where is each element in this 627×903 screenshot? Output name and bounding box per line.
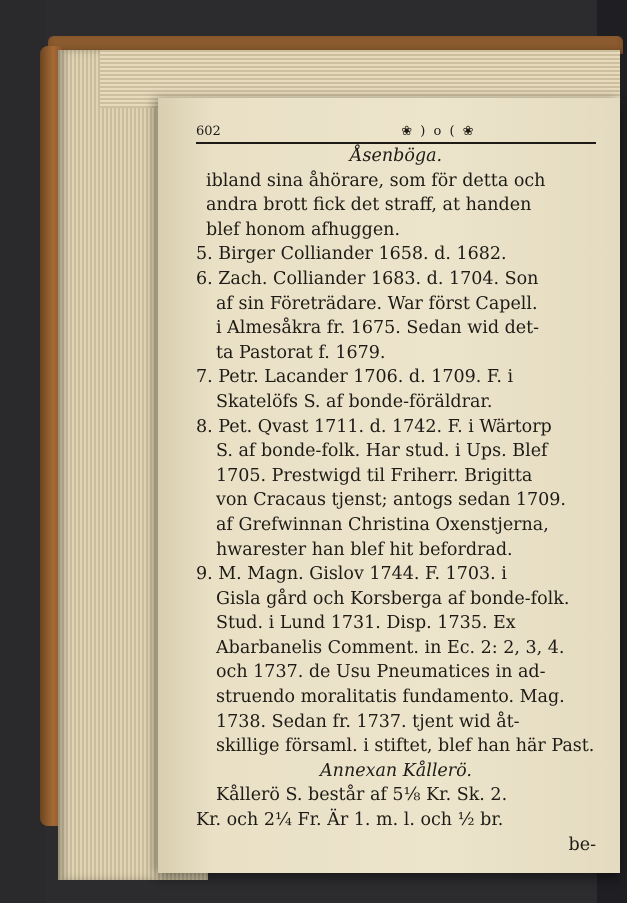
text-line: Kållerö S. består af 5⅛ Kr. Sk. 2. <box>216 785 508 806</box>
text-line: Abarbanelis Comment. in Ec. 2: 2, 3, 4. <box>216 637 565 658</box>
page-header <box>196 124 596 140</box>
text-line: 9. M. Magn. Gislov 1744. F. 1703. i <box>196 564 507 585</box>
text-line: af sin Företrädare. War först Capell. <box>216 293 538 314</box>
page-number: 602 <box>196 124 221 139</box>
text-line: hwarester han blef hit befordrad. <box>216 539 513 560</box>
catchword: be- <box>568 834 596 855</box>
text-line: 1705. Prestwigd til Friherr. Brigitta <box>216 465 533 486</box>
text-line: 6. Zach. Colliander 1683. d. 1704. Son <box>196 268 539 289</box>
text-line: 1738. Sedan fr. 1737. tjent wid åt- <box>216 711 520 732</box>
text-line: Stud. i Lund 1731. Disp. 1735. Ex <box>216 613 516 634</box>
text-line: och 1737. de Usu Pneumatices in ad- <box>216 662 546 683</box>
page-text <box>196 124 596 857</box>
text-line: 7. Petr. Lacander 1706. d. 1709. F. i <box>196 367 514 388</box>
text-line: 8. Pet. Qvast 1711. d. 1742. F. i Wärtorp <box>196 416 552 437</box>
header-ornament: ❀ ) o ( ❀ <box>401 124 476 139</box>
text-line: af Grefwinnan Christina Oxenstjerna, <box>216 514 549 535</box>
text-line: blef honom afhuggen. <box>206 219 401 240</box>
text-line: skillige församl. i stiftet, blef han här Past. <box>216 736 595 757</box>
book-page <box>158 98 620 873</box>
text-line: von Cracaus tjenst; antogs sedan 1709. <box>216 490 566 511</box>
text-line: Gisla gård och Korsberga af bonde-folk. <box>216 588 570 609</box>
text-line: ta Pastorat f. 1679. <box>216 342 386 363</box>
annex-heading: Annexan Kållerö. <box>320 760 472 781</box>
text-line: Skatelöfs S. af bonde-föräldrar. <box>216 391 493 412</box>
text-line: Kr. och 2¼ Fr. Är 1. m. l. och ½ br. <box>196 810 504 831</box>
text-line: S. af bonde-folk. Har stud. i Ups. Blef <box>216 441 548 462</box>
text-line: struendo moralitatis fundamento. Mag. <box>216 687 565 708</box>
background-left <box>0 0 45 903</box>
text-line: ibland sina åhörare, som för detta och <box>206 170 546 191</box>
text-line: 5. Birger Colliander 1658. d. 1682. <box>196 244 507 265</box>
book <box>40 36 625 881</box>
text-line: andra brott fick det straff, at handen <box>206 195 532 216</box>
text-line: i Almesåkra fr. 1675. Sedan wid det- <box>216 318 540 339</box>
page-title: Åsenböga. <box>349 146 443 166</box>
